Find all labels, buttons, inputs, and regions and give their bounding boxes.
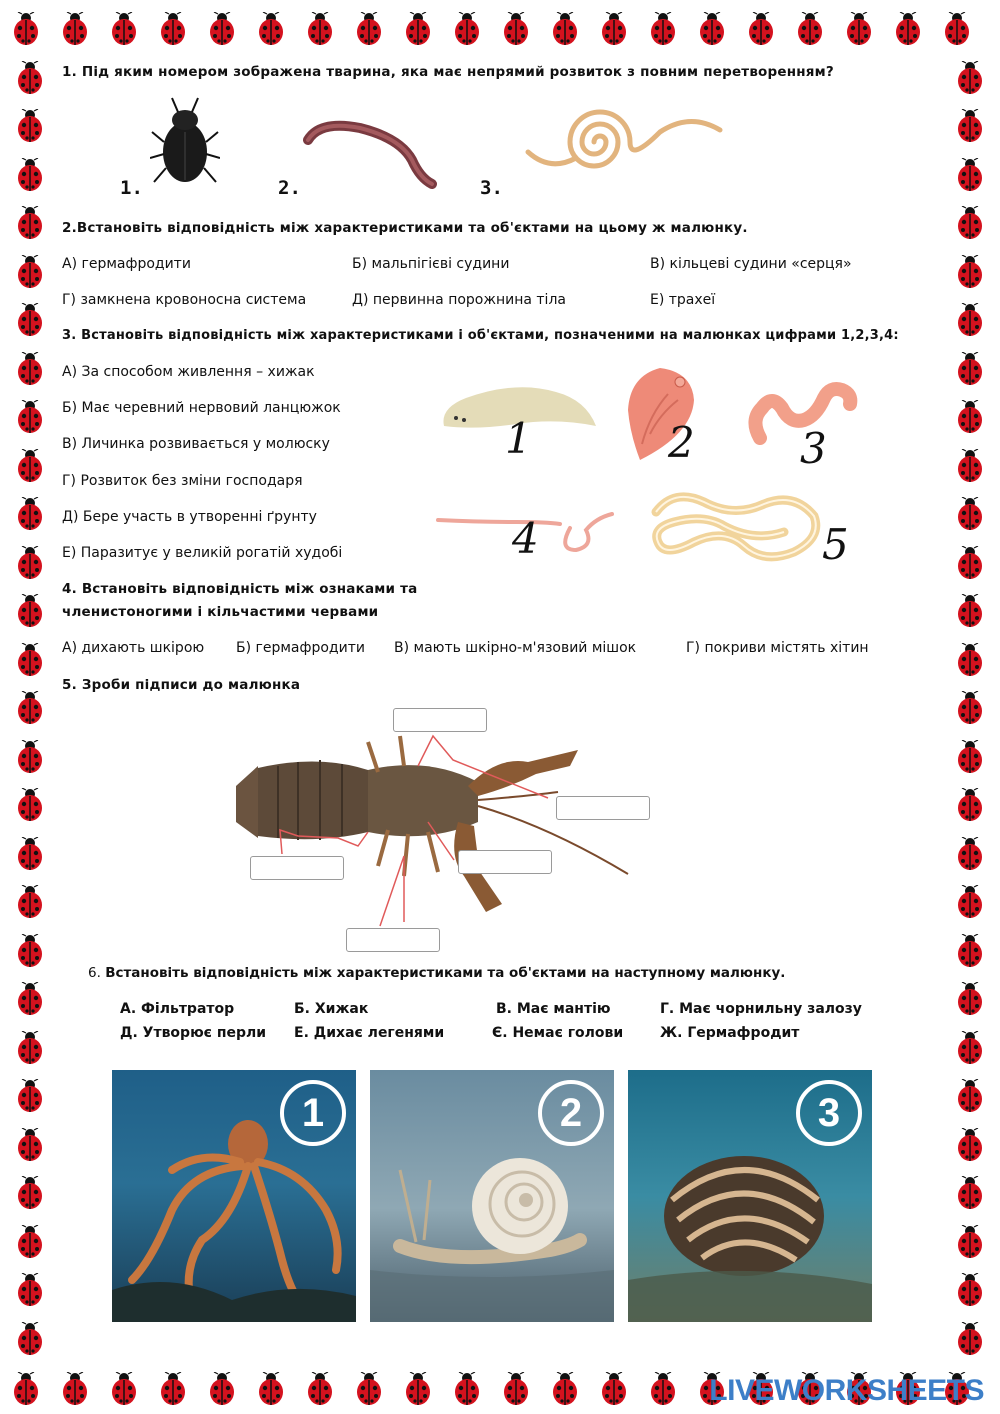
q6-option-e: Е. Дихає легенями [294, 1025, 445, 1041]
ladybug-icon [956, 1128, 984, 1162]
q6-option-ye: Є. Немає голови [492, 1025, 624, 1041]
ladybug-icon [956, 594, 984, 628]
q3-number-1: 1 [505, 414, 532, 463]
q2-option-g: Г) замкнена кровоносна система [62, 292, 307, 308]
ladybug-icon [956, 1031, 984, 1065]
ladybug-icon [16, 109, 44, 143]
ladybug-icon [956, 1322, 984, 1356]
q2-option-v: В) кільцеві судини «серця» [650, 256, 852, 272]
q6-option-v: В. Має мантію [496, 1001, 611, 1017]
question-4-title-line1: 4. Встановіть відповідність між ознаками та [62, 581, 418, 597]
ladybug-icon [551, 1372, 579, 1406]
question-6-text: Встановіть відповідність між характеристиками та об'єктами на наступному малюнку. [105, 965, 786, 981]
ladybug-icon [110, 12, 138, 46]
q4-option-b: Б) гермафродити [236, 640, 365, 656]
ladybug-icon [61, 1372, 89, 1406]
q6-option-g: Г. Має чорнильну залозу [660, 1001, 862, 1017]
question-5-title: 5. Зроби підписи до малюнка [62, 677, 301, 693]
label-box-top[interactable] [393, 708, 487, 732]
ladybug-icon [956, 109, 984, 143]
ladybug-icon [16, 352, 44, 386]
q2-option-a: А) гермафродити [62, 256, 191, 272]
ladybug-icon [306, 12, 334, 46]
ladybug-icon [16, 1273, 44, 1307]
ladybug-icon [16, 1031, 44, 1065]
earthworm-image [300, 100, 440, 190]
ladybug-icon [453, 1372, 481, 1406]
ladybug-icon [257, 12, 285, 46]
ladybug-icon [956, 643, 984, 677]
question-6-number: 6. [88, 965, 101, 981]
ladybug-icon [956, 449, 984, 483]
ladybug-icon [16, 837, 44, 871]
ladybug-icon [16, 788, 44, 822]
label-box-left[interactable] [250, 856, 344, 880]
ladybug-icon [16, 594, 44, 628]
beetle-image [150, 92, 220, 192]
q3-option-e: Е) Паразитує у великій рогатій худобі [62, 545, 343, 561]
ladybug-icon [943, 12, 971, 46]
q3-option-g: Г) Розвиток без зміни господаря [62, 473, 303, 489]
ladybug-icon [894, 12, 922, 46]
q3-number-3: 3 [800, 424, 827, 473]
photo-octopus [112, 1070, 356, 1322]
photo-shell [628, 1070, 872, 1322]
ladybug-icon [956, 400, 984, 434]
ladybug-icon [956, 546, 984, 580]
ladybug-icon [956, 303, 984, 337]
q6-option-a: А. Фільтратор [120, 1001, 235, 1017]
crayfish-image [228, 726, 648, 946]
q4-option-g: Г) покриви містять хітин [686, 640, 869, 656]
q4-option-a: А) дихають шкірою [62, 640, 205, 656]
ladybug-icon [257, 1372, 285, 1406]
ladybug-icon [16, 400, 44, 434]
q2-option-b: Б) мальпігієві судини [352, 256, 510, 272]
ladybug-icon [16, 546, 44, 580]
ladybug-icon [747, 12, 775, 46]
ladybug-icon [453, 12, 481, 46]
ladybug-icon [159, 1372, 187, 1406]
ladybug-icon [16, 1176, 44, 1210]
ladybug-icon [956, 788, 984, 822]
q4-option-v: В) мають шкірно-м'язовий мішок [394, 640, 637, 656]
ladybug-icon [956, 1079, 984, 1113]
ladybug-icon [956, 158, 984, 192]
ladybug-icon [845, 12, 873, 46]
ladybug-icon [16, 691, 44, 725]
ladybug-icon [796, 12, 824, 46]
ladybug-icon [16, 643, 44, 677]
ladybug-icon [16, 1322, 44, 1356]
ladybug-icon [956, 885, 984, 919]
q3-number-2: 2 [668, 418, 695, 467]
ladybug-icon [956, 740, 984, 774]
q1-label-1: 1. [120, 177, 143, 199]
ladybug-icon [956, 982, 984, 1016]
q3-option-d: Д) Бере участь в утворенні ґрунту [62, 509, 317, 525]
ladybug-icon [355, 12, 383, 46]
ladybug-icon [956, 837, 984, 871]
label-box-middle[interactable] [458, 850, 552, 874]
photo-number-2: 2 [538, 1080, 604, 1146]
q6-option-b: Б. Хижак [294, 1001, 369, 1017]
ladybug-icon [502, 12, 530, 46]
roundworm-image [520, 92, 730, 192]
ladybug-icon [16, 1128, 44, 1162]
q6-option-d: Д. Утворює перли [120, 1025, 267, 1041]
label-box-bottom[interactable] [346, 928, 440, 952]
ladybug-icon [16, 1225, 44, 1259]
q2-option-d: Д) первинна порожнина тіла [352, 292, 566, 308]
ladybug-icon [159, 12, 187, 46]
q3-option-a: А) За способом живлення – хижак [62, 364, 315, 380]
ladybug-icon [649, 1372, 677, 1406]
question-4-title-line2: членистоногими і кільчастими червами [62, 604, 379, 620]
ladybug-icon [956, 61, 984, 95]
q3-number-5: 5 [822, 520, 849, 569]
q1-label-3: 3. [480, 177, 503, 199]
ladybug-icon [16, 982, 44, 1016]
ladybug-icon [956, 934, 984, 968]
ladybug-icon [956, 352, 984, 386]
ladybug-icon [956, 497, 984, 531]
ladybug-icon [12, 1372, 40, 1406]
photo-snail [370, 1070, 614, 1322]
question-6-title [88, 965, 785, 981]
liveworksheets-logo: LIVEWORKSHEETS [709, 1374, 984, 1407]
ladybug-icon [649, 12, 677, 46]
photo-number-3: 3 [796, 1080, 862, 1146]
ladybug-icon [16, 740, 44, 774]
ladybug-icon [404, 1372, 432, 1406]
ladybug-icon [16, 497, 44, 531]
ladybug-icon [61, 12, 89, 46]
q2-option-e: Е) трахеї [650, 292, 716, 308]
ladybug-icon [956, 206, 984, 240]
label-box-right[interactable] [556, 796, 650, 820]
ladybug-icon [956, 691, 984, 725]
ladybug-icon [306, 1372, 334, 1406]
ladybug-icon [502, 1372, 530, 1406]
ladybug-icon [355, 1372, 383, 1406]
ladybug-icon [16, 255, 44, 289]
ladybug-icon [110, 1372, 138, 1406]
q3-option-b: Б) Має черевний нервовий ланцюжок [62, 400, 341, 416]
q6-option-zh: Ж. Гермафродит [660, 1025, 800, 1041]
ladybug-icon [12, 12, 40, 46]
question-1-title: 1. Під яким номером зображена тварина, яка має непрямий розвиток з повним перетворенням? [62, 64, 834, 80]
q1-label-2: 2. [278, 177, 301, 199]
ladybug-icon [16, 303, 44, 337]
ladybug-icon [16, 449, 44, 483]
ladybug-icon [404, 12, 432, 46]
ladybug-icon [16, 158, 44, 192]
q3-number-4: 4 [512, 514, 539, 563]
question-2-title: 2.Встановіть відповідність між характеристиками та об'єктами на цьому ж малюнку. [62, 220, 748, 236]
ladybug-icon [698, 12, 726, 46]
ladybug-icon [16, 61, 44, 95]
ladybug-icon [600, 12, 628, 46]
ladybug-icon [956, 1225, 984, 1259]
ladybug-icon [600, 1372, 628, 1406]
ladybug-icon [16, 934, 44, 968]
ladybug-icon [208, 1372, 236, 1406]
ladybug-icon [16, 1079, 44, 1113]
ladybug-icon [956, 1176, 984, 1210]
ladybug-icon [956, 255, 984, 289]
ladybug-icon [208, 12, 236, 46]
ladybug-icon [551, 12, 579, 46]
photo-number-1: 1 [280, 1080, 346, 1146]
question-3-title: 3. Встановіть відповідність між характеристиками і об'єктами, позначеними на малюнках цифрами 1,2,3,4: [62, 328, 899, 343]
ladybug-icon [16, 206, 44, 240]
ladybug-icon [16, 885, 44, 919]
q3-option-v: В) Личинка розвивається у молюску [62, 436, 330, 452]
tapeworm-image [644, 482, 824, 582]
ladybug-icon [956, 1273, 984, 1307]
